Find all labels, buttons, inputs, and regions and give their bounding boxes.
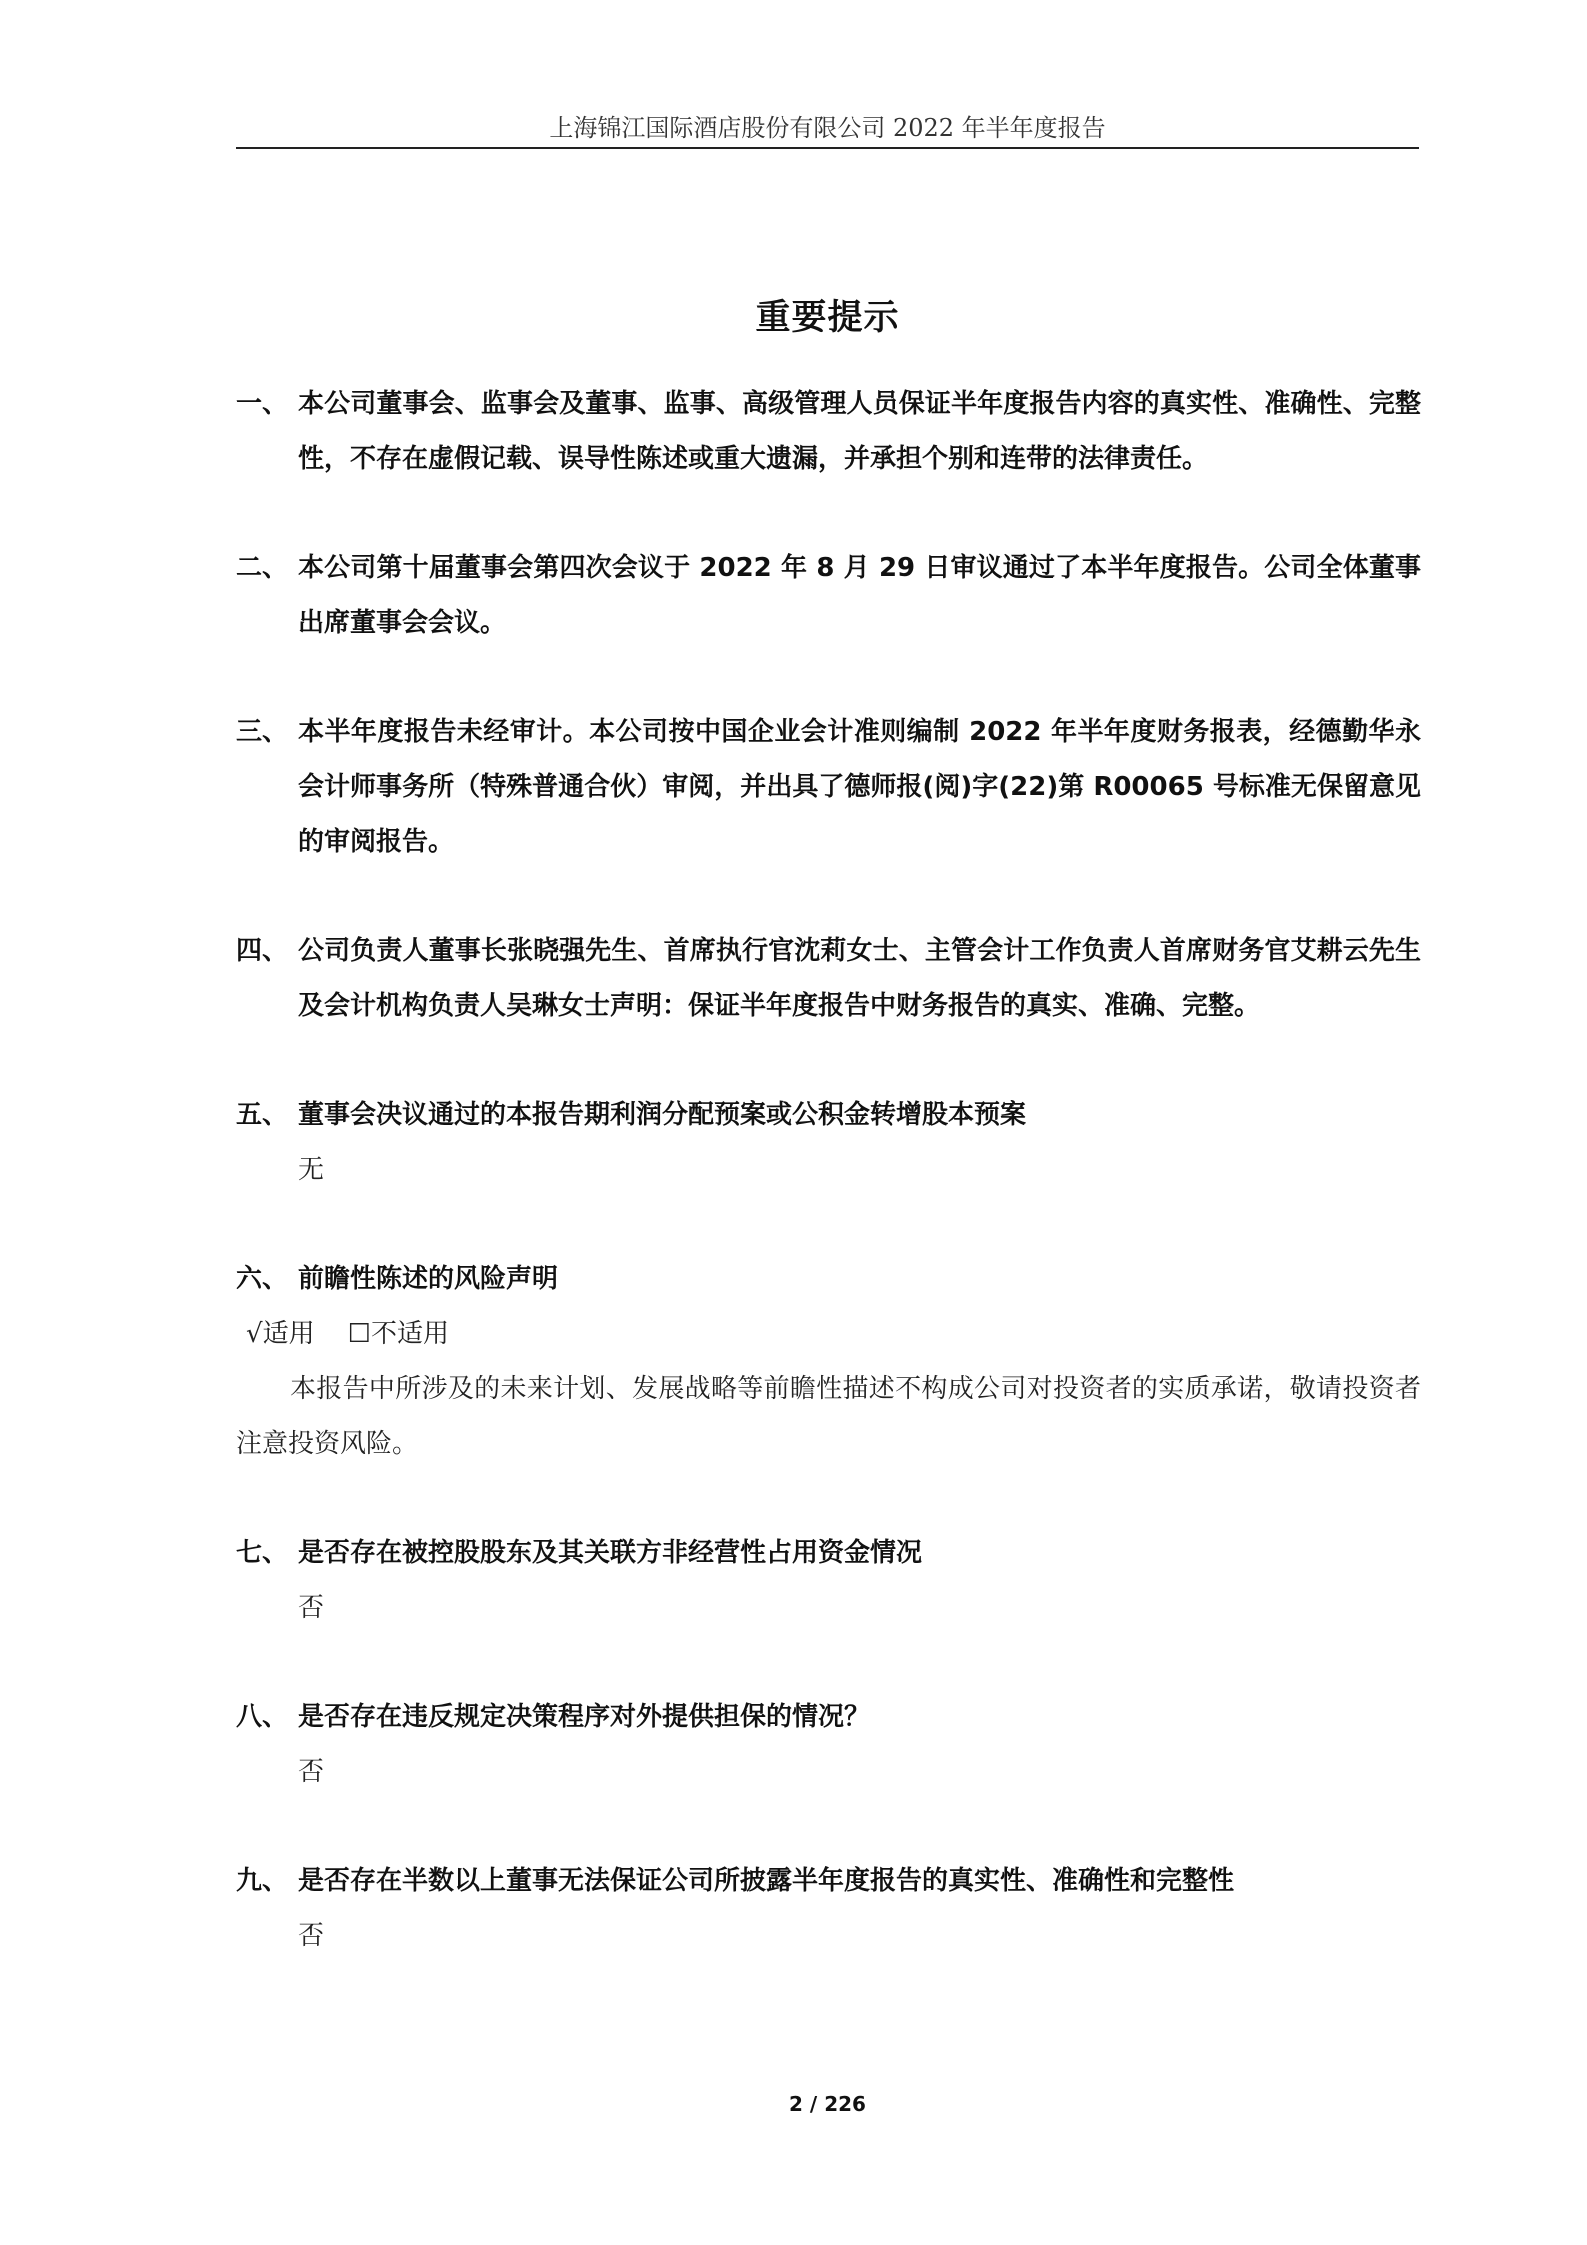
item-number: 四、 [236, 936, 289, 966]
item-text: 本公司董事会、监事会及董事、监事、高级管理人员保证半年度报告内容的真实性、准确性、完整性，不存在虚假记载、误导性陈述或重大遗漏，并承担个别和连带的法律责任。 [298, 389, 1421, 474]
item-text: 董事会决议通过的本报告期利润分配预案或公积金转增股本预案 [298, 1100, 1027, 1130]
notice-item-9 [236, 1854, 1421, 1964]
item-text: 是否存在违反规定决策程序对外提供担保的情况？ [298, 1702, 871, 1732]
item-number: 一、 [236, 389, 289, 419]
applicability-choice [236, 1307, 1421, 1362]
item-text: 是否存在被控股股东及其关联方非经营性占用资金情况 [298, 1538, 923, 1568]
notice-item-2 [236, 541, 1421, 651]
page-number: 2 / 226 [789, 2092, 866, 2116]
item-answer: 无 [298, 1155, 325, 1185]
item-number: 六、 [236, 1264, 289, 1294]
item-number: 七、 [236, 1538, 289, 1568]
notice-item-3 [236, 705, 1421, 870]
header-divider [236, 147, 1419, 149]
item-text: 公司负责人董事长张晓强先生、首席执行官沈莉女士、主管会计工作负责人首席财务官艾耕云先生及会计机构负责人吴琳女士声明：保证半年度报告中财务报告的真实、准确、完整。 [298, 936, 1421, 1021]
notice-item-7 [236, 1526, 1421, 1636]
item-text: 本公司第十届董事会第四次会议于 2022 年 8 月 29 日审议通过了本半年度报告。公司全体董事出席董事会会议。 [298, 553, 1421, 638]
item-number: 二、 [236, 553, 289, 583]
risk-statement: 本报告中所涉及的未来计划、发展战略等前瞻性描述不构成公司对投资者的实质承诺，敬请投资者注意投资风险。 [236, 1374, 1421, 1459]
item-text: 本半年度报告未经审计。本公司按中国企业会计准则编制 2022 年半年度财务报表，经德勤华永会计师事务所（特殊普通合伙）审阅，并出具了德师报(阅)字(22)第 R00065 号标准无保留意见的审阅报告。 [298, 717, 1421, 857]
not-applicable-option: ☐不适用 [347, 1319, 449, 1349]
page-title: 重要提示 [755, 298, 900, 338]
item-number: 五、 [236, 1100, 289, 1130]
item-answer: 否 [298, 1757, 325, 1787]
item-number: 九、 [236, 1866, 289, 1896]
item-number: 八、 [236, 1702, 289, 1732]
item-number: 三、 [236, 717, 289, 747]
notice-item-6 [236, 1252, 1421, 1472]
item-answer: 否 [298, 1593, 325, 1623]
item-answer: 否 [298, 1921, 325, 1951]
notice-item-8 [236, 1690, 1421, 1800]
applicable-checked-option: √适用 [246, 1319, 315, 1349]
notice-item-5 [236, 1088, 1421, 1198]
notice-item-4 [236, 924, 1421, 1034]
item-text: 是否存在半数以上董事无法保证公司所披露半年度报告的真实性、准确性和完整性 [298, 1866, 1235, 1896]
running-header: 上海锦江国际酒店股份有限公司 2022 年半年度报告 [549, 114, 1106, 142]
item-text: 前瞻性陈述的风险声明 [298, 1264, 559, 1294]
notice-item-1 [236, 377, 1421, 487]
